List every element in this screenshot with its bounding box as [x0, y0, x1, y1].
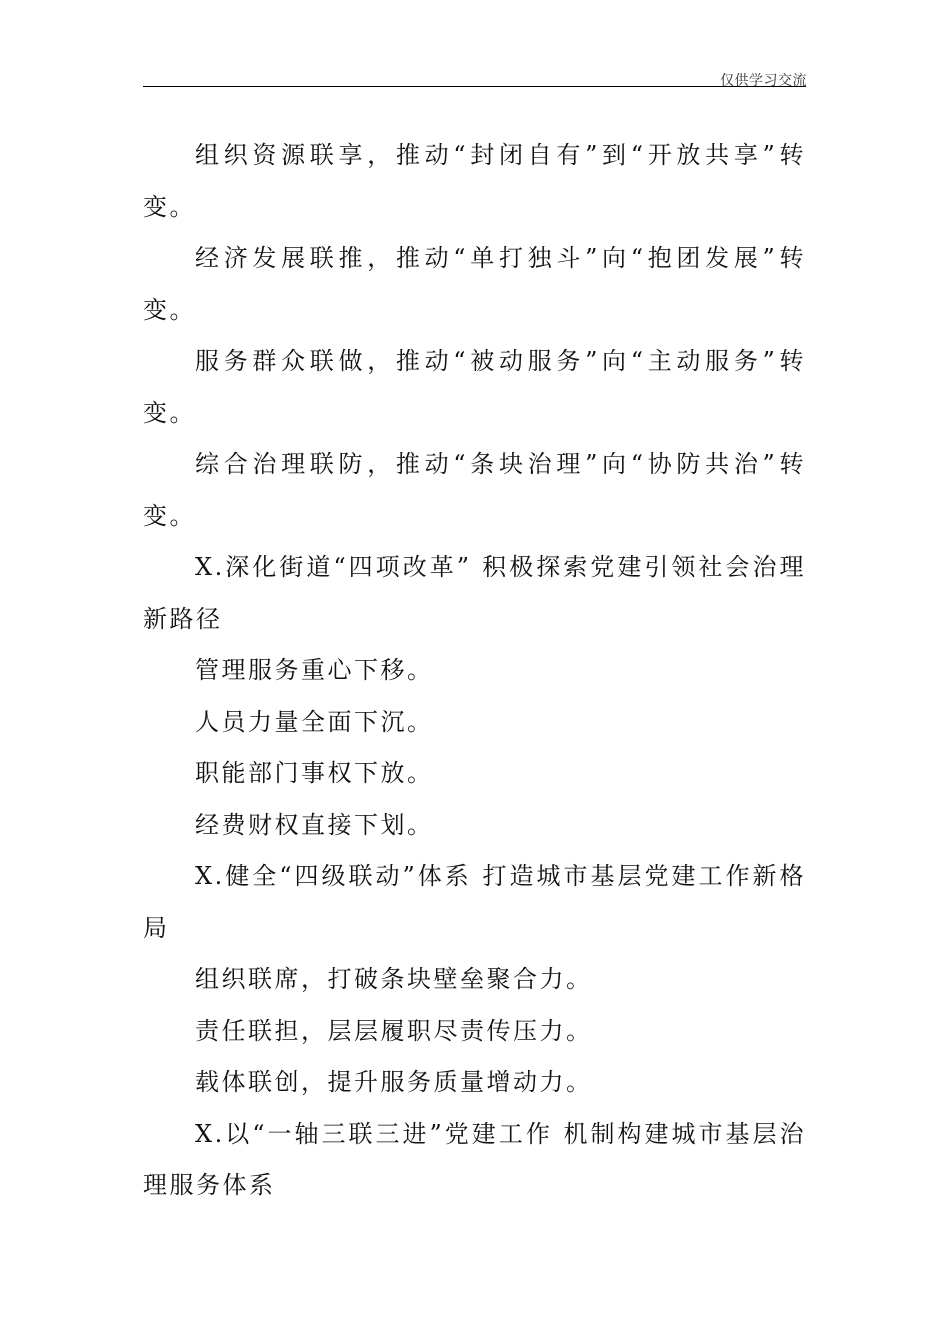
paragraph: 载体联创，提升服务质量增动力。: [195, 1068, 593, 1096]
section-heading: X.以“一轴三联三进”党建工作 机制构建城市基层治理服务体系: [143, 1119, 806, 1199]
paragraph: 人员力量全面下沉。: [195, 707, 434, 736]
paragraph: 职能部门事权下放。: [195, 759, 434, 787]
paragraph: 经济发展联推，推动“单打独斗”向“抱团发展”转变。: [143, 244, 806, 324]
paragraph: 管理服务重心下移。: [195, 656, 434, 684]
paragraph: 服务群众联做，推动“被动服务”向“主动服务”转变。: [143, 347, 806, 427]
paragraph: 经费财权直接下划。: [195, 810, 434, 839]
paragraph: 组织联席，打破条块壁垒聚合力。: [195, 965, 593, 993]
paragraph: 组织资源联享，推动“封闭自有”到“开放共享”转变。: [143, 141, 806, 221]
document-body: [143, 130, 806, 1212]
header-divider: [143, 86, 806, 87]
section-heading: X.深化街道“四项改革” 积极探索党建引领社会治理新路径: [143, 553, 806, 633]
paragraph: 综合治理联防，推动“条块治理”向“协防共治”转变。: [143, 450, 806, 530]
section-heading: X.健全“四级联动”体系 打造城市基层党建工作新格局: [143, 862, 806, 942]
header-note: 仅供学习交流: [720, 73, 807, 89]
paragraph: 责任联担，层层履职尽责传压力。: [195, 1016, 593, 1045]
